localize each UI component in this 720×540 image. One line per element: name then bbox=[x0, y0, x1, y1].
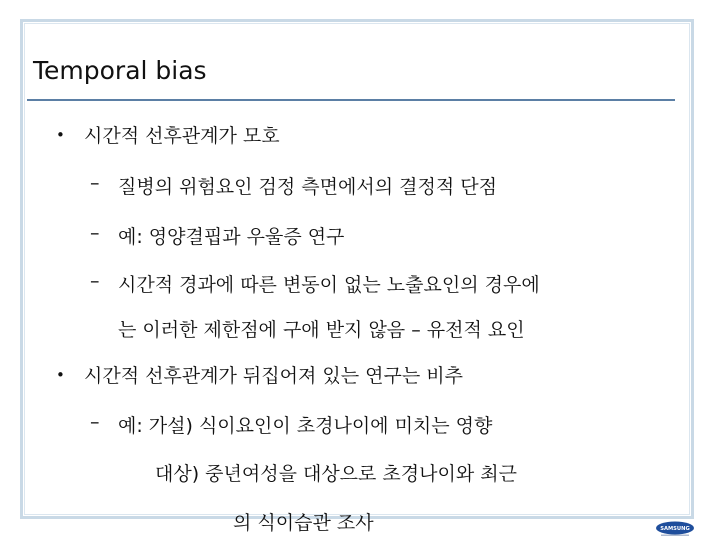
bullet-text: 시간적 선후관계가 뒤집어져 있는 연구는 비추 bbox=[84, 365, 463, 387]
sub-bullet-continuation: 는 이러한 제한점에 구애 받지 않음 – 유전적 요인 bbox=[118, 319, 525, 341]
sub-bullet-dash: – bbox=[90, 222, 100, 244]
bullet-marker: • bbox=[56, 126, 65, 144]
sub-bullet-text: 예: 가설) 식이요인이 초경나이에 미치는 영향 bbox=[118, 415, 493, 437]
sub-bullet-continuation: 대상) 중년여성을 대상으로 초경나이와 최근 bbox=[155, 463, 517, 485]
svg-text:SAMSUNG: SAMSUNG bbox=[660, 526, 690, 533]
slide-inner-frame bbox=[24, 23, 690, 515]
sub-bullet-continuation: 의 식이습관 조사 bbox=[233, 512, 374, 534]
sub-bullet-dash: – bbox=[90, 270, 100, 292]
slide-title: Temporal bias bbox=[33, 56, 207, 85]
title-divider bbox=[27, 99, 675, 101]
sub-bullet-dash: – bbox=[90, 172, 100, 194]
bullet-marker: • bbox=[56, 366, 65, 384]
bullet-text: 시간적 선후관계가 모호 bbox=[84, 125, 280, 147]
sub-bullet-text: 시간적 경과에 따른 변동이 없는 노출요인의 경우에 bbox=[118, 274, 540, 296]
sub-bullet-text: 질병의 위험요인 검정 측면에서의 결정적 단점 bbox=[118, 176, 497, 198]
samsung-logo-icon bbox=[655, 521, 695, 536]
sub-bullet-dash: – bbox=[90, 411, 100, 433]
sub-bullet-text: 예: 영양결핍과 우울증 연구 bbox=[118, 226, 345, 248]
